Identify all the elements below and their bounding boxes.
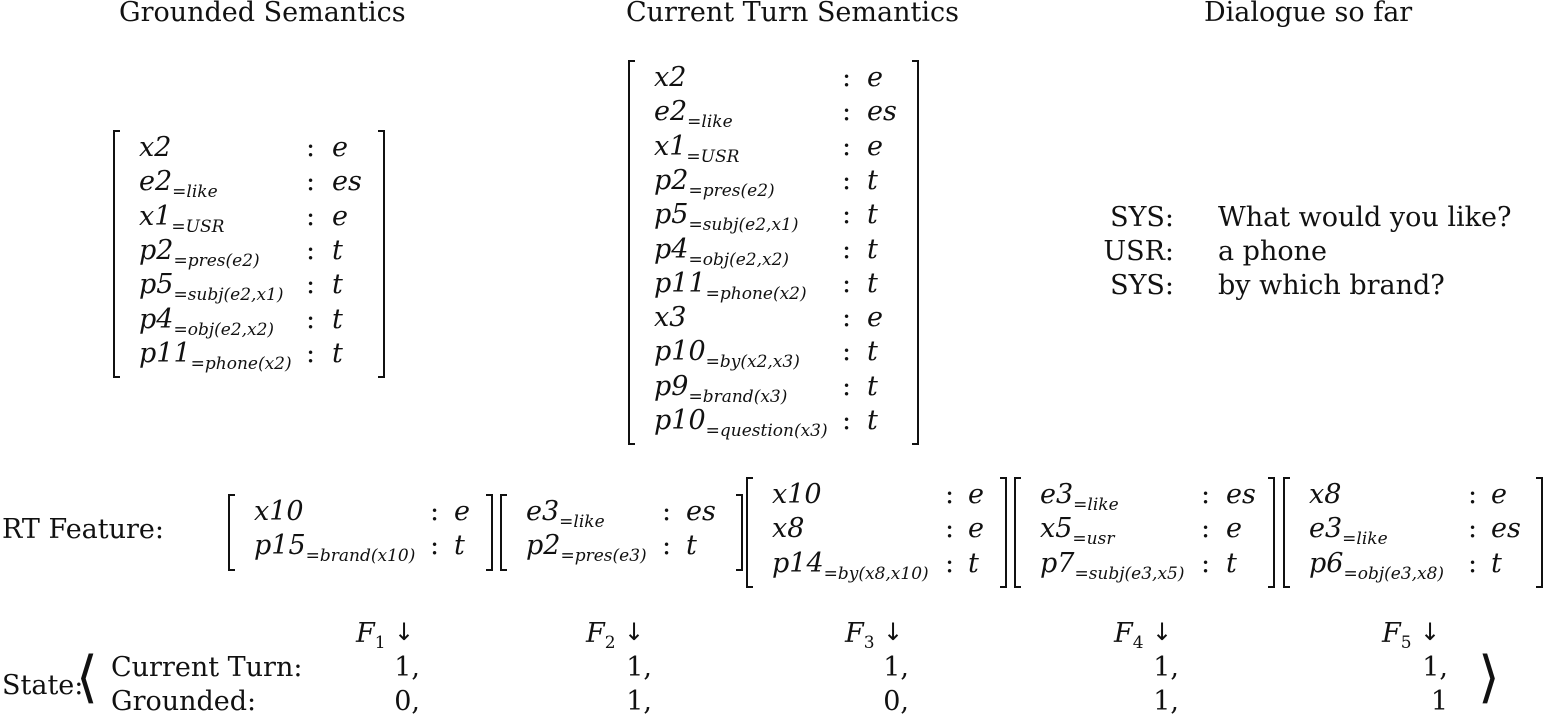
left-bracket <box>746 477 753 588</box>
left-bracket <box>1283 477 1290 588</box>
field-restriction: =subj(e2,x1) <box>173 285 284 306</box>
field-restriction: =like <box>687 112 733 133</box>
field-colon: : <box>842 370 852 402</box>
field-type: t <box>332 269 343 301</box>
feature-index-label: $F_2$ <box>586 618 616 653</box>
feature-index-label: $F_3$ <box>845 618 875 653</box>
field-variable: p2 <box>139 234 174 266</box>
field-type: es <box>332 166 362 198</box>
field-colon: : <box>662 530 672 562</box>
field-variable: x8 <box>772 513 805 545</box>
grounded-semantics-heading: Grounded Semantics <box>119 0 406 28</box>
field-variable: p4 <box>654 233 689 265</box>
field-colon: : <box>842 336 852 368</box>
feature-index: 1 <box>374 633 386 653</box>
grounded-value: 1, <box>1153 686 1179 717</box>
field-type: t <box>867 164 878 196</box>
record-field-label <box>654 371 787 407</box>
field-type: t <box>686 530 697 562</box>
record-field-label <box>254 530 415 566</box>
record-field-label <box>526 496 605 532</box>
record-field-label <box>139 338 292 374</box>
field-restriction: =by(x2,x3) <box>705 352 800 373</box>
field-colon: : <box>306 234 316 266</box>
record-field-label <box>654 131 739 167</box>
field-variable: x10 <box>254 496 304 527</box>
right-bracket <box>912 60 919 445</box>
field-type: t <box>867 233 878 265</box>
state-right-angle: ⟩ <box>1478 645 1500 710</box>
field-type: e <box>867 302 883 334</box>
field-variable: x1 <box>654 130 687 162</box>
field-type: t <box>332 337 343 369</box>
field-type: e <box>1226 513 1242 545</box>
grounded-value: 0, <box>883 686 909 717</box>
grounded-value: 1, <box>626 686 652 717</box>
field-type: e <box>332 200 348 232</box>
field-restriction: =pres(e3) <box>560 546 647 567</box>
field-variable: x10 <box>772 479 822 510</box>
right-bracket <box>1000 477 1007 588</box>
field-variable: x2 <box>139 132 172 163</box>
field-restriction: =brand(x3) <box>688 386 788 407</box>
feature-index: 4 <box>1132 633 1144 653</box>
field-type: t <box>454 530 465 562</box>
record-field-label <box>1309 513 1388 549</box>
field-variable: x2 <box>654 62 687 93</box>
field-colon: : <box>1468 547 1478 579</box>
field-restriction: =like <box>1342 529 1388 550</box>
current-turn-label: Current Turn: <box>111 652 303 683</box>
field-variable: p6 <box>1309 547 1344 579</box>
record-field-label <box>654 165 775 201</box>
field-variable: x1 <box>139 200 172 232</box>
field-colon: : <box>842 164 852 196</box>
field-restriction: =phone(x2) <box>705 283 807 304</box>
field-variable: x5 <box>1040 513 1073 545</box>
field-variable: p10 <box>654 336 706 368</box>
field-variable: p7 <box>1040 547 1075 579</box>
right-bracket <box>486 494 493 571</box>
left-bracket <box>500 494 507 571</box>
field-colon: : <box>1468 513 1478 545</box>
feature-index: 2 <box>604 633 616 653</box>
dialogue-speaker: USR: <box>1103 236 1174 267</box>
field-variable: p4 <box>139 303 174 335</box>
field-colon: : <box>306 337 316 369</box>
record-field-label <box>654 234 789 270</box>
field-restriction: =USR <box>171 216 225 237</box>
field-colon: : <box>842 62 852 93</box>
record-field-label <box>654 62 686 93</box>
dialogue-so-far-heading: Dialogue so far <box>1204 0 1413 28</box>
field-colon: : <box>306 303 316 335</box>
field-type: t <box>1491 547 1502 579</box>
record-field-label <box>526 530 647 566</box>
record-field-label <box>1309 479 1341 510</box>
field-restriction: =subj(e3,x5) <box>1074 563 1185 584</box>
state-left-angle: ⟨ <box>76 645 98 710</box>
feature-index-label: $F_1$ <box>356 618 386 653</box>
record-field-label <box>654 405 828 441</box>
right-bracket <box>736 494 743 571</box>
record-field-label <box>654 302 686 333</box>
field-type: es <box>867 96 897 128</box>
field-variable: p2 <box>654 164 689 196</box>
field-variable: p5 <box>139 269 174 301</box>
current-turn-value: 1, <box>1422 652 1448 683</box>
left-bracket <box>628 60 635 445</box>
record-field-label <box>772 513 804 544</box>
field-variable: p5 <box>654 199 689 231</box>
field-restriction: =like <box>559 512 605 532</box>
current-turn-semantics-heading: Current Turn Semantics <box>626 0 959 28</box>
field-colon: : <box>662 496 672 527</box>
field-colon: : <box>306 166 316 198</box>
right-bracket <box>1268 477 1275 588</box>
record-field-label <box>654 336 800 372</box>
field-type: t <box>332 234 343 266</box>
rt-feature-label: RT Feature: <box>2 514 164 545</box>
field-colon: : <box>306 269 316 301</box>
feature-index-label: $F_5$ <box>1382 618 1412 653</box>
field-colon: : <box>306 200 316 232</box>
down-arrow-icon: ↓ <box>1152 618 1173 646</box>
field-restriction: =pres(e2) <box>173 250 260 271</box>
feature-index: 5 <box>1400 633 1412 653</box>
field-colon: : <box>945 513 955 545</box>
dialogue-utterance: a phone <box>1218 236 1327 267</box>
field-colon: : <box>1201 547 1211 579</box>
record-field-label <box>139 304 274 340</box>
record-field-label <box>139 201 224 237</box>
field-restriction: =brand(x10) <box>305 546 416 567</box>
field-variable: e2 <box>654 96 688 128</box>
field-colon: : <box>945 547 955 579</box>
field-variable: p9 <box>654 370 689 402</box>
field-type: t <box>332 303 343 335</box>
field-variable: x3 <box>654 302 687 334</box>
record-field-label <box>1040 513 1114 549</box>
field-type: t <box>867 336 878 368</box>
field-variable: e3 <box>1309 513 1343 545</box>
field-variable: p14 <box>772 547 824 579</box>
feature-index: 3 <box>863 633 875 653</box>
field-variable: p11 <box>654 267 706 299</box>
grounded-label: Grounded: <box>111 686 257 717</box>
current-turn-value: 1, <box>1153 652 1179 683</box>
field-restriction: =pres(e2) <box>688 180 775 201</box>
field-variable: e3 <box>526 496 560 527</box>
field-colon: : <box>306 132 316 163</box>
field-colon: : <box>1468 479 1478 510</box>
field-colon: : <box>1201 479 1211 510</box>
record-field-label <box>654 96 733 132</box>
field-type: e <box>454 496 470 527</box>
record-field-label <box>654 268 807 304</box>
field-colon: : <box>842 405 852 436</box>
record-field-label <box>772 479 822 510</box>
left-bracket <box>1014 477 1021 588</box>
field-variable: p2 <box>526 530 561 562</box>
field-restriction: =like <box>172 182 218 203</box>
field-type: e <box>867 130 883 162</box>
field-restriction: =like <box>1073 495 1119 515</box>
record-field-label <box>1040 479 1119 515</box>
record-field-label <box>772 548 929 584</box>
record-field-label <box>139 235 260 271</box>
field-restriction: =by(x8,x10) <box>823 563 929 584</box>
field-type: e <box>1491 479 1507 510</box>
record-field-label <box>1309 548 1444 584</box>
field-type: t <box>1226 547 1237 579</box>
field-restriction: =phone(x2) <box>190 353 292 374</box>
field-type: e <box>968 479 984 510</box>
current-turn-value: 1, <box>626 652 652 683</box>
right-bracket <box>378 130 385 378</box>
field-colon: : <box>842 130 852 162</box>
dialogue-utterance: by which brand? <box>1218 270 1445 301</box>
record-field-label <box>254 496 304 527</box>
field-colon: : <box>842 302 852 334</box>
field-type: e <box>968 513 984 545</box>
field-colon: : <box>945 479 955 510</box>
field-colon: : <box>430 496 440 527</box>
field-type: es <box>686 496 716 527</box>
field-colon: : <box>430 530 440 562</box>
dialogue-speaker: SYS: <box>1110 270 1174 301</box>
field-variable: p15 <box>254 530 306 562</box>
grounded-value: 0, <box>394 686 420 717</box>
field-restriction: =subj(e2,x1) <box>688 215 799 236</box>
field-type: es <box>1226 479 1256 510</box>
current-turn-value: 1, <box>394 652 420 683</box>
feature-index-label: $F_4$ <box>1114 618 1144 653</box>
state-label: State: <box>2 670 84 701</box>
field-colon: : <box>1201 513 1211 545</box>
down-arrow-icon: ↓ <box>624 618 645 646</box>
left-bracket <box>113 130 120 378</box>
field-restriction: =obj(e2,x2) <box>173 319 275 340</box>
record-field-label <box>139 132 171 163</box>
dialogue-utterance: What would you like? <box>1218 202 1512 233</box>
field-restriction: =obj(e3,x8) <box>1343 563 1445 584</box>
field-type: t <box>968 547 979 579</box>
field-colon: : <box>842 199 852 231</box>
down-arrow-icon: ↓ <box>1420 618 1441 646</box>
field-variable: p11 <box>139 337 191 369</box>
field-variable: e2 <box>139 166 173 198</box>
record-field-label <box>654 199 799 235</box>
record-field-label <box>1040 548 1185 584</box>
field-restriction: =usr <box>1072 529 1115 550</box>
field-restriction: =obj(e2,x2) <box>688 249 790 270</box>
field-colon: : <box>842 233 852 265</box>
field-variable: x8 <box>1309 479 1342 510</box>
down-arrow-icon: ↓ <box>394 618 415 646</box>
field-type: e <box>332 132 348 163</box>
field-type: t <box>867 370 878 402</box>
field-restriction: =USR <box>686 146 740 167</box>
field-type: t <box>867 267 878 299</box>
field-colon: : <box>842 96 852 128</box>
grounded-value: 1 <box>1430 686 1448 717</box>
right-bracket <box>1536 477 1543 588</box>
down-arrow-icon: ↓ <box>883 618 904 646</box>
record-field-label <box>139 166 218 202</box>
current-turn-value: 1, <box>883 652 909 683</box>
dialogue-speaker: SYS: <box>1110 202 1174 233</box>
field-variable: p10 <box>654 405 706 436</box>
field-type: e <box>867 62 883 93</box>
field-variable: e3 <box>1040 479 1074 510</box>
field-type: es <box>1491 513 1521 545</box>
field-colon: : <box>842 267 852 299</box>
left-bracket <box>228 494 235 571</box>
field-type: t <box>867 199 878 231</box>
field-restriction: =question(x3) <box>705 421 828 441</box>
field-type: t <box>867 405 878 436</box>
record-field-label <box>139 269 284 305</box>
